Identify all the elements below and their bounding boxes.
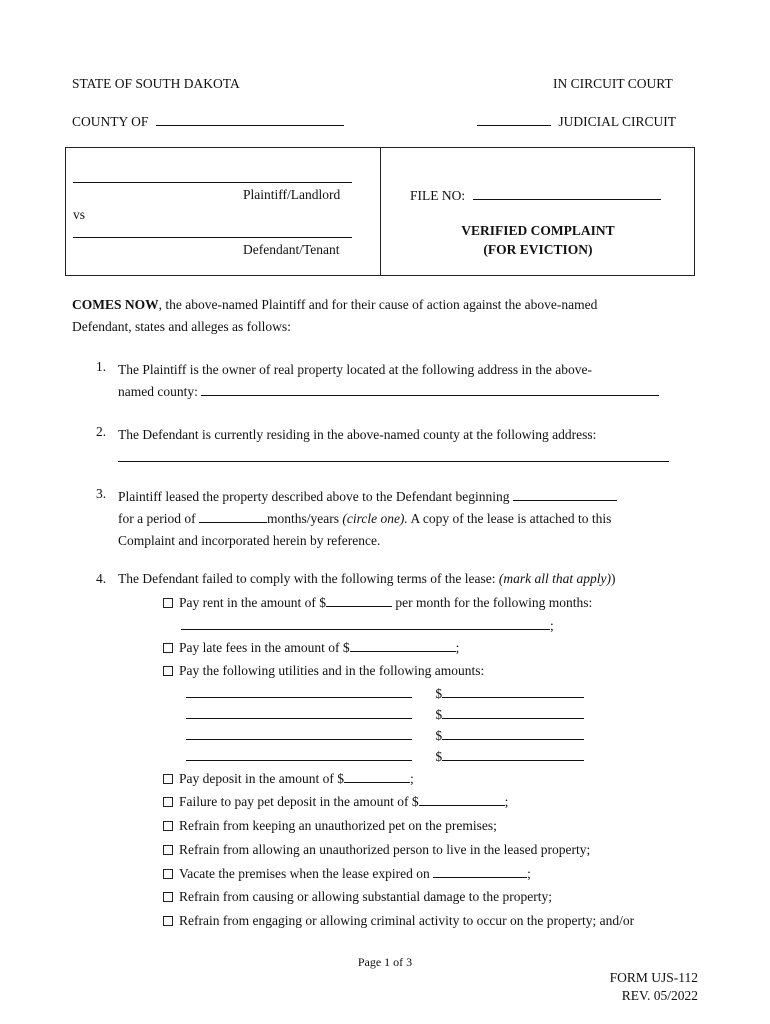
state-heading: STATE OF SOUTH DAKOTA [72, 76, 240, 91]
check-pet-deposit-row [163, 794, 508, 810]
county-text: COUNTY OF [72, 114, 149, 129]
item-1 [118, 359, 659, 403]
utility-row-4 [186, 749, 584, 765]
lease-start-field[interactable] [513, 489, 617, 501]
pet-deposit-checkbox[interactable] [163, 797, 173, 807]
pet-deposit-semicolon: ; [504, 794, 509, 809]
utility-amount-field-3[interactable] [442, 728, 584, 740]
person-checkbox[interactable] [163, 845, 173, 855]
pet-deposit-label: Failure to pay pet deposit in the amount of $ [179, 794, 419, 809]
circuit-number-field[interactable] [477, 114, 551, 126]
check-pet-row [163, 818, 497, 834]
item-1-number: 1. [96, 359, 107, 374]
item-4-number: 4. [96, 571, 107, 586]
utilities-label: Pay the following utilities and in the following amounts: [179, 663, 485, 678]
intro-line1: , the above-named Plaintiff and for their cause of action against the above-named [158, 297, 598, 312]
utility-amount-field-2[interactable] [442, 707, 584, 719]
intro-line2: Defendant, states and alleges as follows: [72, 319, 291, 334]
circuit-label [477, 114, 676, 130]
utility-row-1 [186, 686, 584, 702]
rent-months-field[interactable] [181, 618, 550, 630]
check-deposit-row [163, 771, 414, 787]
deposit-checkbox[interactable] [163, 774, 173, 784]
check-rent-row [163, 595, 592, 611]
utility-dollar-1: $ [435, 686, 443, 701]
check-vacate-row [163, 866, 531, 882]
page-number: Page 1 of 3 [357, 955, 413, 969]
item-3 [118, 486, 617, 552]
item-1-line1: The Plaintiff is the owner of real property located at the following address in the above- [118, 362, 592, 377]
vacate-semicolon: ; [527, 866, 531, 881]
late-fees-semicolon: ; [455, 640, 460, 655]
circuit-text: JUDICIAL CIRCUIT [558, 114, 676, 129]
county-label [72, 114, 344, 130]
court-heading: IN CIRCUIT COURT [553, 76, 673, 91]
check-damage-row [163, 889, 552, 905]
item-3-number: 3. [96, 486, 107, 501]
item-1-line2: named county: [118, 384, 198, 399]
defendant-label: Defendant/Tenant [243, 242, 340, 257]
utility-name-field-2[interactable] [186, 707, 412, 719]
file-no-label [410, 188, 661, 204]
intro-paragraph [72, 294, 597, 338]
utility-name-field-3[interactable] [186, 728, 412, 740]
complaint-subtitle: (FOR EVICTION) [483, 242, 593, 257]
utility-name-field-4[interactable] [186, 749, 412, 761]
criminal-label: Refrain from engaging or allowing criminal activity to occur on the property; and/or [179, 913, 635, 928]
person-label: Refrain from allowing an unauthorized person to live in the leased property; [179, 842, 591, 857]
pet-label: Refrain from keeping an unauthorized pet on the premises; [179, 818, 497, 833]
pet-checkbox[interactable] [163, 821, 173, 831]
case-caption-box [65, 147, 695, 276]
property-address-field[interactable] [201, 384, 659, 396]
check-criminal-row [163, 913, 634, 929]
form-revision: REV. 05/2022 [621, 988, 698, 1003]
defendant-address-field[interactable] [118, 461, 669, 462]
plaintiff-label: Plaintiff/Landlord [243, 187, 341, 202]
rent-checkbox[interactable] [163, 598, 173, 608]
item-3-line3: Complaint and incorporated herein by reference. [118, 533, 381, 548]
utility-row-3 [186, 728, 584, 744]
check-utilities-row [163, 663, 484, 679]
item-3-line2d: A copy of the lease is attached to this [407, 511, 612, 526]
plaintiff-name-field[interactable] [73, 182, 352, 183]
utility-dollar-4: $ [435, 749, 443, 764]
criminal-checkbox[interactable] [163, 916, 173, 926]
form-number: FORM UJS-112 [609, 970, 698, 985]
utility-amount-field-1[interactable] [442, 686, 584, 698]
item-4-italic: (mark all that apply) [498, 571, 611, 586]
pet-deposit-amount-field[interactable] [419, 794, 505, 806]
late-fees-amount-field[interactable] [350, 640, 456, 652]
defendant-name-field[interactable] [73, 237, 352, 238]
rent-label-b: per month for the following months: [395, 595, 593, 610]
rent-months-row [181, 618, 554, 634]
utilities-checkbox[interactable] [163, 666, 173, 676]
item-2-number: 2. [96, 424, 107, 439]
deposit-amount-field[interactable] [344, 771, 410, 783]
check-late-fees-row [163, 640, 459, 656]
rent-months-semicolon: ; [550, 618, 554, 633]
rent-amount-field[interactable] [326, 595, 392, 607]
item-3-line2a: for a period of [118, 511, 196, 526]
rent-label-a: Pay rent in the amount of $ [179, 595, 326, 610]
damage-checkbox[interactable] [163, 892, 173, 902]
utility-name-field-1[interactable] [186, 686, 412, 698]
utility-dollar-2: $ [435, 707, 443, 722]
late-fees-checkbox[interactable] [163, 643, 173, 653]
item-3-line2b: months/years [266, 511, 339, 526]
utility-row-2 [186, 707, 584, 723]
file-no-text: FILE NO: [410, 188, 466, 203]
deposit-semicolon: ; [409, 771, 414, 786]
complaint-title: VERIFIED COMPLAINT [461, 223, 615, 238]
lease-period-field[interactable] [199, 511, 267, 523]
item-3-line2c: (circle one). [342, 511, 408, 526]
utility-amount-field-4[interactable] [442, 749, 584, 761]
item-4-close: ) [611, 571, 616, 586]
item-2-line1: The Defendant is currently residing in the above-named county at the following address: [118, 427, 597, 442]
utility-dollar-3: $ [435, 728, 443, 743]
item-2 [118, 424, 596, 446]
vs-label: vs [73, 207, 86, 222]
vacate-label: Vacate the premises when the lease expired on [179, 866, 430, 881]
late-fees-label: Pay late fees in the amount of $ [179, 640, 350, 655]
item-4 [118, 571, 616, 587]
file-no-field[interactable] [473, 188, 661, 200]
item-3-line1: Plaintiff leased the property described above to the Defendant beginning [118, 489, 510, 504]
deposit-label: Pay deposit in the amount of $ [179, 771, 344, 786]
item-4-line1: The Defendant failed to comply with the following terms of the lease: [118, 571, 496, 586]
county-field[interactable] [156, 114, 344, 126]
damage-label: Refrain from causing or allowing substantial damage to the property; [179, 889, 553, 904]
check-person-row [163, 842, 590, 858]
vacate-checkbox[interactable] [163, 869, 173, 879]
vacate-date-field[interactable] [433, 866, 527, 878]
intro-bold: COMES NOW [72, 297, 159, 312]
